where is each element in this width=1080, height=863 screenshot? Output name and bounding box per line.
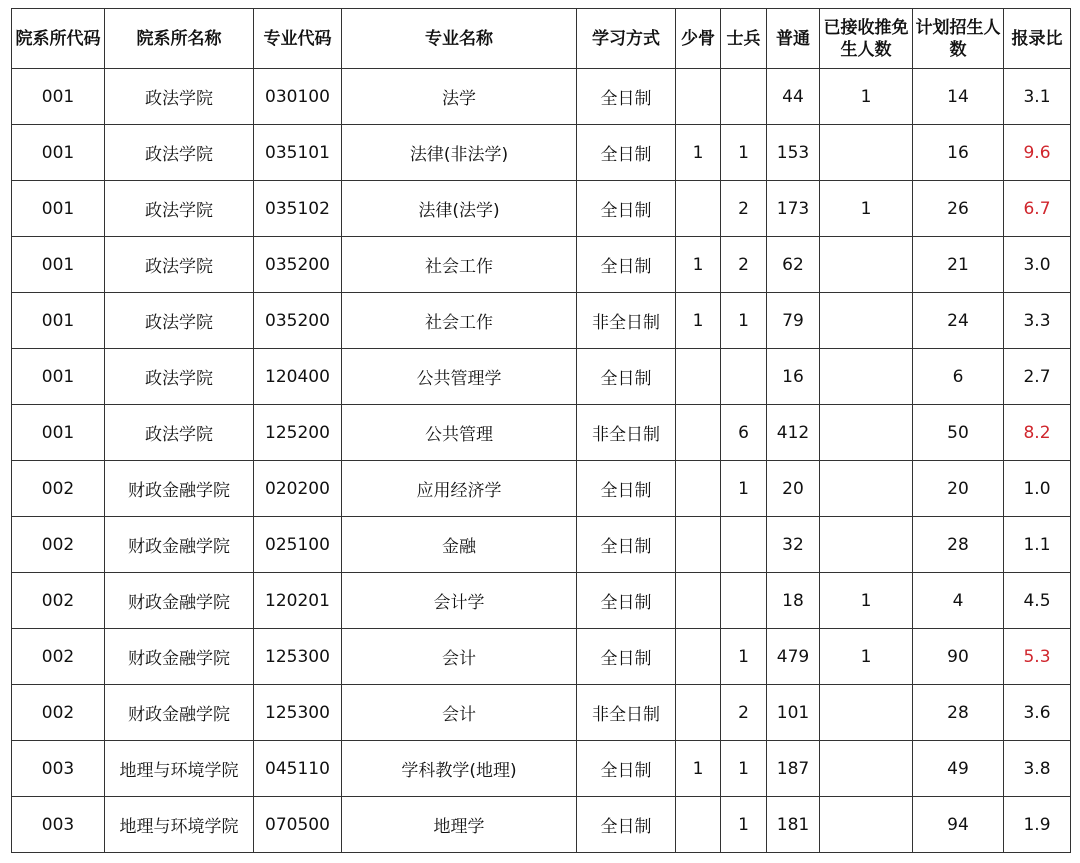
study-mode-cell: 全日制 [577,573,676,629]
regular-count-cell: 181 [767,797,820,853]
ratio-cell: 8.2 [1004,405,1071,461]
table-row [12,405,1071,461]
minority-count-cell [676,517,721,573]
major-code-cell: 025100 [254,517,342,573]
header-major-name: 专业名称 [342,9,577,69]
dept-name-cell: 政法学院 [105,293,254,349]
soldier-count-cell: 2 [721,181,767,237]
minority-count-cell: 1 [676,741,721,797]
major-name-cell: 社会工作 [342,293,577,349]
soldier-count-cell: 1 [721,293,767,349]
regular-count-cell: 153 [767,125,820,181]
regular-count-cell: 101 [767,685,820,741]
study-mode-cell: 全日制 [577,797,676,853]
dept-name-cell: 地理与环境学院 [105,741,254,797]
soldier-count-cell [721,69,767,125]
header-row [12,9,1071,69]
table-row [12,181,1071,237]
regular-count-cell: 20 [767,461,820,517]
admission-table [11,8,1071,853]
regular-count-cell: 44 [767,69,820,125]
study-mode-cell: 全日制 [577,69,676,125]
header-dept-name: 院系所名称 [105,9,254,69]
table-row [12,573,1071,629]
ratio-cell: 9.6 [1004,125,1071,181]
plan-count-cell: 14 [913,69,1004,125]
minority-count-cell: 1 [676,293,721,349]
dept-name-cell: 政法学院 [105,125,254,181]
dept-name-cell: 财政金融学院 [105,629,254,685]
soldier-count-cell [721,517,767,573]
regular-count-cell: 32 [767,517,820,573]
dept-code-cell: 002 [12,573,105,629]
plan-count-cell: 6 [913,349,1004,405]
dept-name-cell: 政法学院 [105,69,254,125]
study-mode-cell: 非全日制 [577,405,676,461]
table-row [12,629,1071,685]
exempt-count-cell [820,797,913,853]
dept-code-cell: 001 [12,69,105,125]
table-row [12,293,1071,349]
study-mode-cell: 非全日制 [577,685,676,741]
dept-code-cell: 001 [12,125,105,181]
dept-name-cell: 财政金融学院 [105,517,254,573]
plan-count-cell: 94 [913,797,1004,853]
minority-count-cell [676,685,721,741]
major-name-cell: 社会工作 [342,237,577,293]
minority-count-cell [676,69,721,125]
dept-code-cell: 001 [12,349,105,405]
header-study-mode: 学习方式 [577,9,676,69]
header-minority: 少骨 [676,9,721,69]
exempt-count-cell [820,461,913,517]
plan-count-cell: 28 [913,685,1004,741]
header-plan: 计划招生人数 [913,9,1004,69]
table-row [12,685,1071,741]
dept-code-cell: 001 [12,237,105,293]
soldier-count-cell [721,573,767,629]
dept-code-cell: 002 [12,517,105,573]
ratio-cell: 3.0 [1004,237,1071,293]
table-row [12,797,1071,853]
dept-name-cell: 财政金融学院 [105,573,254,629]
table-row [12,69,1071,125]
soldier-count-cell: 1 [721,797,767,853]
soldier-count-cell: 1 [721,125,767,181]
regular-count-cell: 79 [767,293,820,349]
ratio-cell: 5.3 [1004,629,1071,685]
dept-code-cell: 003 [12,741,105,797]
minority-count-cell [676,629,721,685]
dept-code-cell: 001 [12,293,105,349]
plan-count-cell: 4 [913,573,1004,629]
dept-code-cell: 002 [12,461,105,517]
ratio-cell: 3.1 [1004,69,1071,125]
ratio-cell: 3.6 [1004,685,1071,741]
table-row [12,741,1071,797]
ratio-cell: 1.9 [1004,797,1071,853]
soldier-count-cell: 1 [721,741,767,797]
table-row [12,125,1071,181]
study-mode-cell: 全日制 [577,517,676,573]
soldier-count-cell: 2 [721,237,767,293]
header-regular: 普通 [767,9,820,69]
regular-count-cell: 479 [767,629,820,685]
ratio-cell: 1.1 [1004,517,1071,573]
table-body [12,69,1071,853]
regular-count-cell: 173 [767,181,820,237]
plan-count-cell: 50 [913,405,1004,461]
major-name-cell: 法律(非法学) [342,125,577,181]
table-row [12,517,1071,573]
study-mode-cell: 全日制 [577,741,676,797]
exempt-count-cell [820,293,913,349]
dept-name-cell: 财政金融学院 [105,685,254,741]
regular-count-cell: 412 [767,405,820,461]
ratio-cell: 1.0 [1004,461,1071,517]
ratio-cell: 3.3 [1004,293,1071,349]
major-code-cell: 020200 [254,461,342,517]
ratio-cell: 6.7 [1004,181,1071,237]
plan-count-cell: 16 [913,125,1004,181]
plan-count-cell: 90 [913,629,1004,685]
major-name-cell: 会计学 [342,573,577,629]
plan-count-cell: 20 [913,461,1004,517]
major-name-cell: 金融 [342,517,577,573]
major-name-cell: 地理学 [342,797,577,853]
exempt-count-cell [820,741,913,797]
dept-code-cell: 002 [12,685,105,741]
dept-code-cell: 001 [12,405,105,461]
dept-name-cell: 政法学院 [105,181,254,237]
major-name-cell: 会计 [342,629,577,685]
major-code-cell: 125200 [254,405,342,461]
regular-count-cell: 187 [767,741,820,797]
major-name-cell: 公共管理 [342,405,577,461]
major-code-cell: 070500 [254,797,342,853]
major-name-cell: 学科教学(地理) [342,741,577,797]
major-name-cell: 法学 [342,69,577,125]
ratio-cell: 2.7 [1004,349,1071,405]
minority-count-cell: 1 [676,237,721,293]
soldier-count-cell [721,349,767,405]
major-code-cell: 125300 [254,685,342,741]
dept-code-cell: 003 [12,797,105,853]
minority-count-cell [676,573,721,629]
exempt-count-cell [820,685,913,741]
major-code-cell: 035200 [254,237,342,293]
header-dept-code: 院系所代码 [12,9,105,69]
major-name-cell: 会计 [342,685,577,741]
study-mode-cell: 全日制 [577,461,676,517]
plan-count-cell: 21 [913,237,1004,293]
plan-count-cell: 26 [913,181,1004,237]
plan-count-cell: 49 [913,741,1004,797]
exempt-count-cell: 1 [820,181,913,237]
study-mode-cell: 全日制 [577,181,676,237]
exempt-count-cell [820,237,913,293]
dept-code-cell: 002 [12,629,105,685]
major-name-cell: 应用经济学 [342,461,577,517]
study-mode-cell: 全日制 [577,349,676,405]
regular-count-cell: 18 [767,573,820,629]
table-row [12,349,1071,405]
major-code-cell: 030100 [254,69,342,125]
soldier-count-cell: 1 [721,461,767,517]
exempt-count-cell [820,125,913,181]
major-code-cell: 035101 [254,125,342,181]
exempt-count-cell: 1 [820,573,913,629]
exempt-count-cell: 1 [820,629,913,685]
major-code-cell: 120201 [254,573,342,629]
table-header [12,9,1071,69]
plan-count-cell: 24 [913,293,1004,349]
header-ratio: 报录比 [1004,9,1071,69]
dept-name-cell: 财政金融学院 [105,461,254,517]
exempt-count-cell [820,405,913,461]
major-code-cell: 125300 [254,629,342,685]
study-mode-cell: 全日制 [577,125,676,181]
minority-count-cell [676,461,721,517]
study-mode-cell: 非全日制 [577,293,676,349]
soldier-count-cell: 6 [721,405,767,461]
major-code-cell: 120400 [254,349,342,405]
major-code-cell: 045110 [254,741,342,797]
ratio-cell: 3.8 [1004,741,1071,797]
major-code-cell: 035200 [254,293,342,349]
exempt-count-cell [820,517,913,573]
dept-name-cell: 政法学院 [105,405,254,461]
regular-count-cell: 62 [767,237,820,293]
dept-name-cell: 政法学院 [105,237,254,293]
major-name-cell: 法律(法学) [342,181,577,237]
minority-count-cell [676,797,721,853]
minority-count-cell [676,349,721,405]
dept-code-cell: 001 [12,181,105,237]
minority-count-cell: 1 [676,125,721,181]
plan-count-cell: 28 [913,517,1004,573]
table-row [12,237,1071,293]
minority-count-cell [676,181,721,237]
table-row [12,461,1071,517]
minority-count-cell [676,405,721,461]
header-major-code: 专业代码 [254,9,342,69]
header-soldier: 士兵 [721,9,767,69]
ratio-cell: 4.5 [1004,573,1071,629]
exempt-count-cell: 1 [820,69,913,125]
exempt-count-cell [820,349,913,405]
soldier-count-cell: 1 [721,629,767,685]
dept-name-cell: 地理与环境学院 [105,797,254,853]
major-name-cell: 公共管理学 [342,349,577,405]
header-exempt: 已接收推免生人数 [820,9,913,69]
soldier-count-cell: 2 [721,685,767,741]
study-mode-cell: 全日制 [577,237,676,293]
dept-name-cell: 政法学院 [105,349,254,405]
major-code-cell: 035102 [254,181,342,237]
regular-count-cell: 16 [767,349,820,405]
study-mode-cell: 全日制 [577,629,676,685]
